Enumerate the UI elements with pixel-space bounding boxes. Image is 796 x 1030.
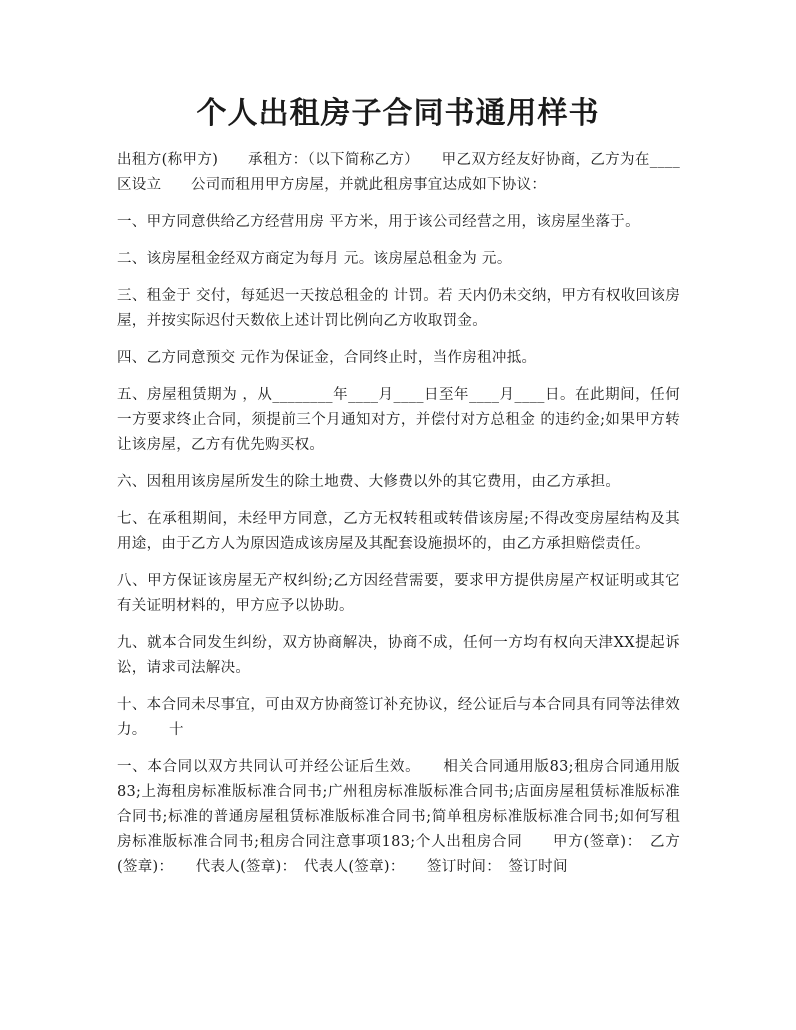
paragraph-clause-7: 七、在承租期间，未经甲方同意，乙方无权转租或转借该房屋;不得改变房屋结构及其用途，由于乙方人为原因造成该房屋及其配套设施损坏的，由乙方承担赔偿责任。 xyxy=(117,511,680,552)
paragraph-clause-9: 九、就本合同发生纠纷，双方协商解决，协商不成，任何一方均有权向天津XX提起诉讼，请求司法解决。 xyxy=(117,635,680,676)
paragraph-clause-5: 五、房屋租赁期为 ，从________年____月____日至年____月____日。在此期间，任何一方要求终止合同，须提前三个月通知对方，并偿付对方总租金 的违约金;如果甲方转让该房屋，乙方有优先购买权。 xyxy=(117,387,680,453)
paragraph-clause-1: 一、甲方同意供给乙方经营用房 平方米，用于该公司经营之用，该房屋坐落于。 xyxy=(117,214,640,230)
document-title: 个人出租房子合同书通用样书 xyxy=(196,96,600,131)
paragraph-clause-8: 八、甲方保证该房屋无产权纠纷;乙方因经营需要，要求甲方提供房屋产权证明或其它有关证明材料的，甲方应予以协助。 xyxy=(117,573,680,614)
paragraph-clause-10: 十、本合同未尽事宜，可由双方协商签订补充协议，经公证后与本合同具有同等法律效力。 十 xyxy=(117,697,680,738)
paragraph-clause-2: 二、该房屋租金经双方商定为每月 元。该房屋总租金为 元。 xyxy=(117,251,512,267)
paragraph-clause-4: 四、乙方同意预交 元作为保证金，合同终止时，当作房租冲抵。 xyxy=(117,350,537,366)
paragraph-clause-11: 一、本合同以双方共同认可并经公证后生效。 相关合同通用版83;租房合同通用版83;上海租房标准版标准合同书;广州租房标准版标准合同书;店面房屋租赁标准版标准合同书;标准的普通房屋租赁标准版标准合同书;简单租房标准版标准合同书;如何写租房标准版标准合同书;租房合同注意事项183;个人出租房合同 甲方(签章)： 乙方(签章)： 代表人(签章)： 代表人(签章)： 签订时间： 签订时间 xyxy=(117,759,680,875)
paragraph-intro: 出租方(称甲方) 承租方：（以下简称乙方） 甲乙双方经友好协商，乙方为在____区设立 公司而租用甲方房屋，并就此租房事宜达成如下协议： xyxy=(117,152,680,193)
document-body xyxy=(117,148,680,892)
paragraph-clause-6: 六、因租用该房屋所发生的除土地费、大修费以外的其它费用，由乙方承担。 xyxy=(117,474,621,490)
paragraph-clause-3: 三、租金于 交付，每延迟一天按总租金的 计罚。若 天内仍未交纳，甲方有权收回该房屋，并按实际迟付天数依上述计罚比例向乙方收取罚金。 xyxy=(117,288,680,329)
